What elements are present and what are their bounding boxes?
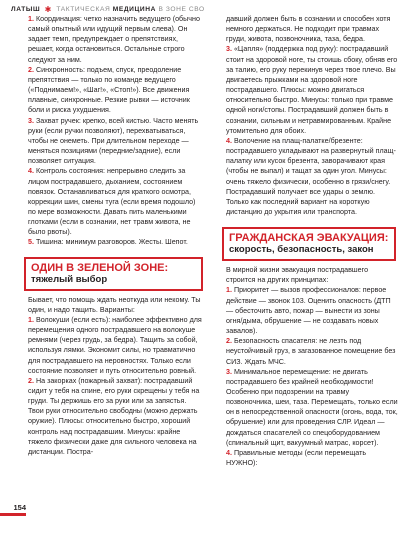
right-column [226, 14, 398, 468]
paragraph-number: 1. [226, 286, 232, 295]
magazine-brand: ЛАТЫШ [11, 6, 41, 13]
paragraph-text: Приоритет — вызов профессионалов: первое действие — звонок 103. Оценить опасность (ДТП — обесточить авто, пожар — вынести из зоны огня/дыма, обрушение — не создавать новых завалов). [226, 286, 391, 336]
paragraph-text: На закорках (пожарный захват): пострадавший сидит у тебя на спине, его руки скрещены у тебя на груди. Ты держишь его за руки или за запястья. Твои руки относительно свободны (можно держать оружие). Плюсы: относительно быстро, хороший контроль над пострадавшим. Минусы: крайне тяжело физически даже для сильного человека на дистанции. Постра- [28, 376, 200, 456]
numbered-paragraph [28, 376, 203, 457]
numbered-paragraph [226, 367, 398, 448]
paragraph-number: 2. [28, 65, 34, 74]
left-paragraphs-after [28, 315, 203, 457]
section-intro: Бывает, что помощь ждать неоткуда или некому. Ты один, и надо тащить. Варианты: [28, 295, 201, 314]
section-heading-green-zone [24, 257, 203, 291]
paragraph-text: Безопасность спасателя: не лезть под неустойчивый груз, в загазованное помещение без СИЗ. Ждать МЧС. [226, 337, 396, 366]
section-heading-title: ОДИН В ЗЕЛЕНОЙ ЗОНЕ: [31, 261, 169, 274]
numbered-paragraph [28, 166, 203, 237]
page-number-accent [0, 513, 26, 516]
page-number: 154 [13, 503, 26, 512]
numbered-paragraph [28, 14, 203, 65]
numbered-paragraph [28, 237, 203, 247]
left-paragraphs-before [28, 14, 203, 248]
paragraph-text: Тишина: минимум разговоров. Жесты. Шепот. [33, 238, 188, 247]
section-heading-title: ГРАЖДАНСКАЯ ЭВАКУАЦИЯ: [229, 232, 389, 245]
paragraph-number: 2. [226, 337, 232, 346]
paragraph-number: 5. [28, 238, 34, 247]
rubric-label: ТАКТИЧЕСКАЯ МЕДИЦИНА В ЗОНЕ СВО [56, 6, 205, 13]
paragraph-number: 2. [28, 376, 34, 385]
paragraph-text: Минимальное перемещение: не двигать пострадавшего без крайней необходимости! Особенно при подозрении на травму позвоночника, шеи, таза. Перемещать, только если он в непосредственной опасности (огонь, вода, ток, обрушение) или для проведения СЛР. Идеал — дождаться спасателей со спецоборудованием (спинальный щит, вакуумный матрас, корсет). [226, 367, 398, 447]
paragraph-number: 4. [28, 167, 34, 176]
left-column [28, 14, 203, 457]
paragraph-text: Контроль состояния: непрерывно следить за лицом пострадавшего, дыханием, состоянием повязок. Останавливаться для краткого осмотра, коррекции шин, смены туга (если время подошло) по мере возможности. Давать пить маленькими глотками (если в сознании, нет травм живота, не было рвоты). [28, 167, 196, 237]
paragraph-number: 4. [226, 136, 232, 145]
numbered-paragraph [226, 285, 398, 336]
section-heading-civil-evacuation [222, 227, 396, 261]
right-paragraphs-before [226, 14, 398, 217]
paragraph-number: 4. [226, 448, 232, 457]
paragraph-text: Захват ручек: крепко, всей кистью. Часто менять руки (если ручки позволяют), перехватываться, чтобы не онеметь. При длительном переходе — меняться позициями (передние/задние), если позволяет ситуация. [28, 116, 199, 166]
paragraph-text: давший должен быть в сознании и способен хотя немного держаться. Не подходит при травмах груди, живота, позвоночника, таза, бедра. [226, 15, 391, 44]
numbered-paragraph [28, 315, 203, 376]
paragraph-text: «Цапля» (поддержка под руку): пострадавший стоит на здоровой ноге, ты стоишь сбоку, обняв его за талию, его руку перекинув через твое плечо. Вы двигаетесь прыжками на здоровой ноге пострадавшего. Плюсы: можно двигаться относительно быстро. Минусы: только при травме одной ноги/стопы. Пострадавший должен быть в сознании, сильным и нетравмированным. Крайне утомительно для обоих. [226, 45, 398, 135]
numbered-paragraph [28, 116, 203, 167]
paragraph-text: Координация: четко назначить ведущего (обычно самый опытный или идущий первым слева). Он задает темп, предупреждает о препятствиях, решает, когда остановиться. Остальные строго следуют за ним. [28, 15, 200, 64]
section-heading-subtitle: скорость, безопасность, закон [229, 244, 374, 256]
section-intro: В мирной жизни эвакуация пострадавшего строится на других принципах: [226, 266, 369, 285]
paragraph-number: 1. [28, 15, 34, 23]
paragraph-text: Волочение на плащ-палатке/брезенте: пострадавшего укладывают на развернутый плащ-палатку или кусок брезента, заворачивают края (чтобы не выпал) и тащат за один угол. Минусы: очень тяжело физически, особенно в грязи/снегу. Пострадавший получает все удары о землю. Только как последний вариант на короткую дистанцию до укрытия или транспорта. [226, 136, 396, 216]
paragraph-text: Волокуши (если есть): наиболее эффективно для перемещения одного пострадавшего на волокуше ремнями (через грудь, за бедра). Тащить за собой, используя лямки. Экономит силы, но травматично для пострадавшего на неровностях. Только если состояние позволяет и путь относительно ровный. [28, 315, 202, 375]
paragraph-number: 3. [28, 116, 34, 125]
numbered-paragraph [226, 448, 398, 468]
paragraph-number: 1. [28, 315, 34, 324]
paragraph-text: Правильные методы (если перемещать НУЖНО): [226, 448, 367, 468]
numbered-paragraph [226, 336, 398, 366]
section-heading-subtitle: тяжелый выбор [31, 273, 108, 285]
numbered-paragraph [226, 136, 398, 217]
paragraph-number: 3. [226, 367, 232, 376]
numbered-paragraph [226, 44, 398, 135]
paragraph-number: 3. [226, 45, 232, 54]
paragraph-text: Синхронность: подъем, спуск, преодоление препятствия — только по команде ведущего («Поднимаем!», «Шаг!», «Стоп!»). Все движения плавные, синхронные. Резкие рывки — источник боли и риска ухудшения. [28, 65, 190, 115]
numbered-paragraph [226, 14, 398, 44]
numbered-paragraph [28, 65, 203, 116]
star-icon: ✱ [44, 5, 52, 14]
right-paragraphs-after [226, 285, 398, 468]
